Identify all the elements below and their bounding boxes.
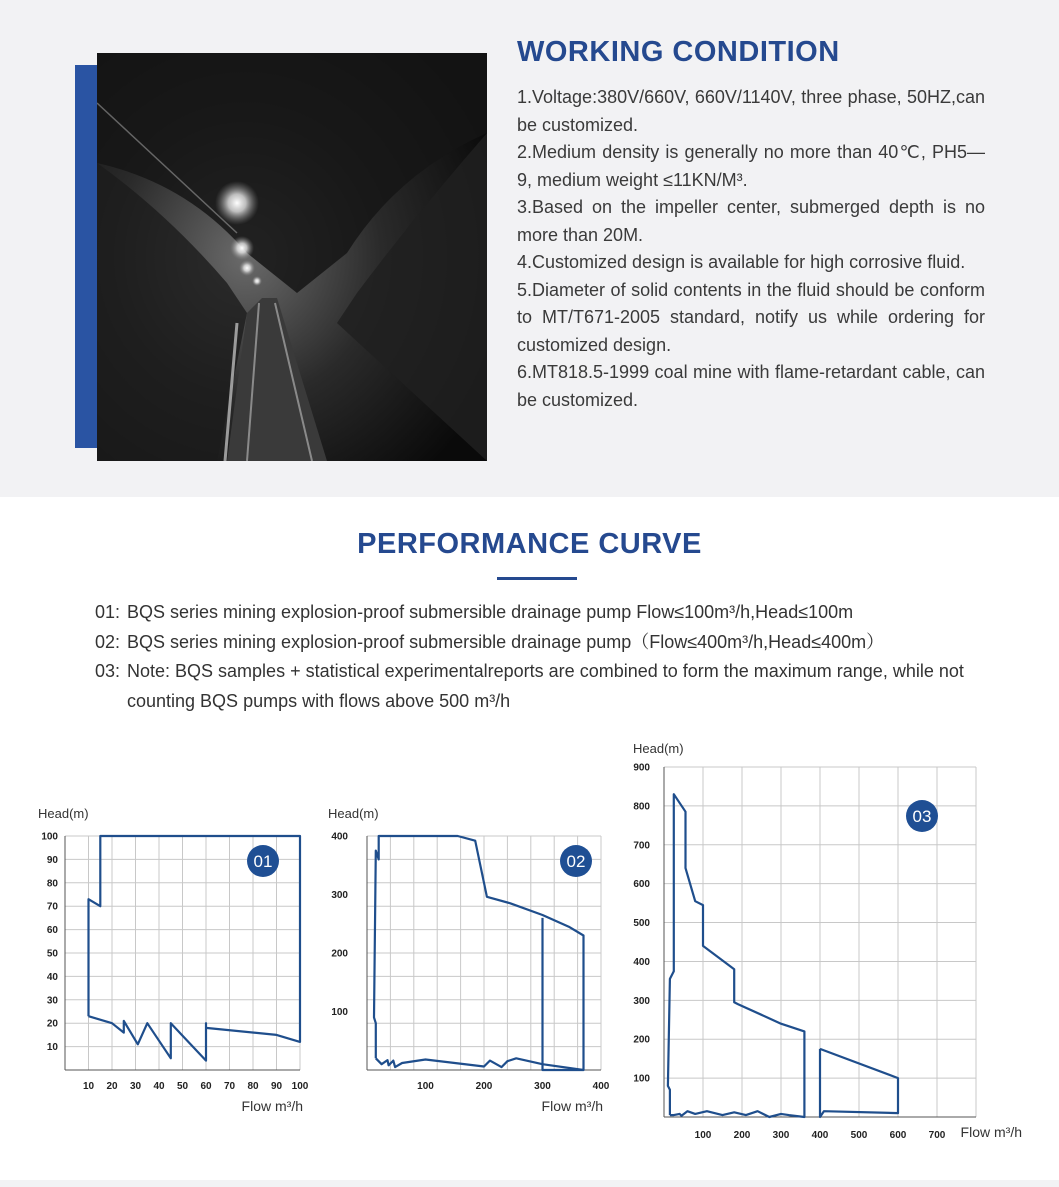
x-tick-label: 100 bbox=[694, 1130, 712, 1141]
chart-badge-label: 01 bbox=[253, 852, 273, 871]
condition-item: 5.Diameter of solid contents in the fluid should be conform to MT/T671-2005 standard, notify us while ordering for customized design. bbox=[517, 279, 985, 355]
y-tick-label: 30 bbox=[46, 995, 58, 1007]
performance-curve-outline bbox=[668, 794, 805, 1117]
y-tick-label: 90 bbox=[46, 854, 58, 866]
x-tick-label: 60 bbox=[200, 1081, 212, 1092]
x-tick-label: 70 bbox=[223, 1081, 236, 1092]
chart-badge-label: 03 bbox=[912, 807, 932, 826]
x-tick-label: 90 bbox=[270, 1081, 283, 1092]
x-tick-label: 200 bbox=[733, 1130, 751, 1141]
y-tick-label: 300 bbox=[633, 995, 650, 1007]
note-text: BQS series mining explosion-proof submersible drainage pump Flow≤100m³/h,Head≤100m bbox=[127, 602, 854, 622]
x-tick-label: 80 bbox=[247, 1081, 259, 1092]
x-tick-label: 400 bbox=[592, 1081, 610, 1092]
x-tick-label: 30 bbox=[129, 1081, 142, 1092]
x-tick-label: 100 bbox=[417, 1081, 434, 1092]
x-tick-label: 300 bbox=[772, 1130, 790, 1141]
x-tick-label: 200 bbox=[475, 1081, 493, 1092]
x-tick-label: 400 bbox=[811, 1130, 829, 1141]
condition-item: 1.Voltage:380V/660V, 660V/1140V, three phase, 50HZ,can be customized. bbox=[517, 87, 985, 135]
y-tick-label: 40 bbox=[46, 971, 58, 983]
x-axis-label: Flow m³/h bbox=[241, 1098, 303, 1114]
note-number: 01: bbox=[95, 602, 121, 622]
x-axis-label: Flow m³/h bbox=[960, 1124, 1022, 1140]
performance-curve-title: PERFORMANCE CURVE bbox=[357, 528, 702, 560]
y-tick-label: 200 bbox=[331, 948, 348, 960]
y-tick-label: 300 bbox=[331, 890, 348, 901]
y-tick-label: 100 bbox=[41, 831, 58, 843]
note-number: 03: bbox=[95, 661, 121, 681]
condition-item: 4.Customized design is available for high corrosive fluid. bbox=[517, 252, 966, 272]
y-tick-label: 70 bbox=[46, 901, 58, 913]
x-tick-label: 500 bbox=[850, 1130, 868, 1141]
y-tick-label: 800 bbox=[633, 801, 650, 813]
y-tick-label: 200 bbox=[633, 1034, 650, 1046]
y-axis-label: Head(m) bbox=[633, 741, 684, 756]
y-tick-label: 80 bbox=[46, 878, 58, 890]
y-tick-label: 900 bbox=[633, 762, 650, 774]
y-tick-label: 20 bbox=[46, 1018, 58, 1030]
note-text: BQS series mining explosion-proof submersible drainage pump（Flow≤400m³/h,Head≤400m） bbox=[127, 631, 885, 652]
y-tick-label: 600 bbox=[633, 879, 650, 891]
condition-item: 6.MT818.5-1999 coal mine with flame-retardant cable, can be customized. bbox=[517, 362, 985, 410]
x-tick-label: 700 bbox=[928, 1130, 946, 1141]
x-tick-label: 40 bbox=[153, 1081, 165, 1092]
y-tick-label: 400 bbox=[633, 956, 650, 968]
y-tick-label: 100 bbox=[633, 1073, 650, 1085]
x-tick-label: 10 bbox=[82, 1081, 95, 1092]
note-text: Note: BQS samples + statistical experimentalreports are combined to form the maximum range, while not counting BQS pumps with flows above 500 m³/h bbox=[127, 661, 964, 711]
chart-badge-label: 02 bbox=[566, 852, 586, 871]
x-axis-label: Flow m³/h bbox=[541, 1098, 603, 1114]
x-tick-label: 100 bbox=[291, 1081, 309, 1092]
x-tick-label: 20 bbox=[106, 1081, 118, 1092]
x-tick-label: 600 bbox=[889, 1130, 907, 1141]
y-axis-label: Head(m) bbox=[328, 806, 379, 821]
y-axis-label: Head(m) bbox=[38, 806, 89, 821]
y-tick-label: 50 bbox=[46, 948, 58, 960]
y-tick-label: 500 bbox=[633, 918, 650, 930]
condition-item: 2.Medium density is generally no more than 40℃, PH5—9, medium weight ≤11KN/M³. bbox=[517, 142, 985, 190]
y-tick-label: 100 bbox=[331, 1007, 348, 1018]
condition-item: 3.Based on the impeller center, submerged depth is no more than 20M. bbox=[517, 197, 985, 245]
y-tick-label: 60 bbox=[46, 925, 58, 937]
y-tick-label: 400 bbox=[331, 831, 348, 843]
working-condition-title: WORKING CONDITION bbox=[517, 36, 840, 68]
note-number: 02: bbox=[95, 631, 121, 652]
bottom-band bbox=[0, 1180, 1059, 1187]
y-tick-label: 700 bbox=[633, 840, 650, 852]
y-tick-label: 10 bbox=[46, 1042, 58, 1054]
x-tick-label: 50 bbox=[176, 1081, 189, 1092]
x-tick-label: 300 bbox=[534, 1081, 551, 1092]
